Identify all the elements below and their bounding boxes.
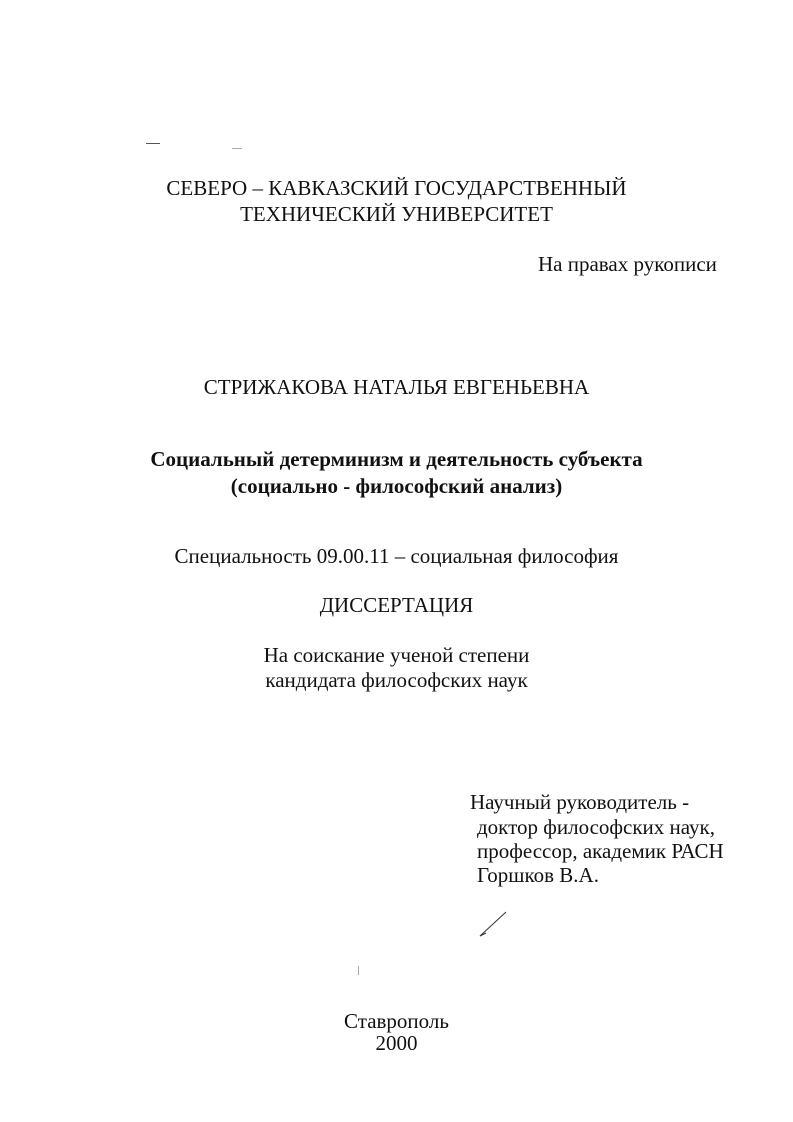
scan-mark	[358, 966, 359, 975]
dissertation-title-line-2: (социально - философский анализ)	[230, 474, 563, 498]
author-name: СТРИЖАКОВА НАТАЛЬЯ ЕВГЕНЬЕВНА	[203, 375, 590, 399]
scan-mark	[232, 148, 242, 149]
supervisor-label: Научный руководитель -	[470, 790, 690, 814]
city: Ставрополь	[344, 1009, 449, 1033]
degree-line-1: На соискание ученой степени	[263, 643, 530, 667]
supervisor-degree: доктор философских наук,	[477, 815, 715, 839]
scan-mark	[146, 143, 160, 144]
supervisor-name: Горшков В.А.	[477, 863, 599, 887]
specialty: Специальность 09.00.11 – социальная философия	[174, 544, 619, 568]
manuscript-rights-note: На правах рукописи	[538, 252, 717, 276]
dissertation-title-line-1: Социальный детерминизм и деятельность субъекта	[150, 447, 643, 471]
university-name-line-2: ТЕХНИЧЕСКИЙ УНИВЕРСИТЕТ	[240, 202, 553, 226]
work-type: ДИССЕРТАЦИЯ	[319, 593, 474, 617]
year: 2000	[375, 1031, 418, 1055]
supervisor-rank: профессор, академик РАСН	[477, 839, 724, 863]
degree-line-2: кандидата философских наук	[265, 668, 528, 692]
university-name-line-1: СЕВЕРО – КАВКАЗСКИЙ ГОСУДАРСТВЕННЫЙ	[166, 176, 627, 200]
